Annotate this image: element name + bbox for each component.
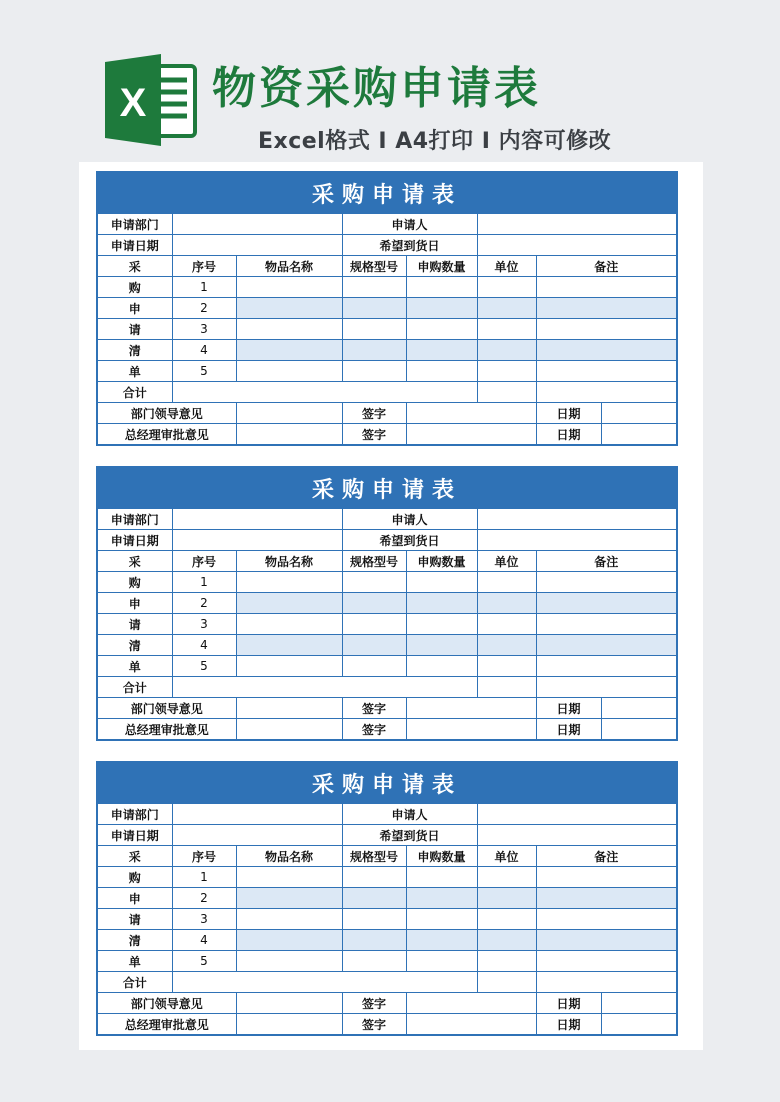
date-short-label: 日期 [536, 993, 601, 1014]
spec-cell[interactable] [342, 361, 406, 382]
item-name-cell[interactable] [236, 593, 342, 614]
item-name-cell[interactable] [236, 909, 342, 930]
vertical-char: 购 [97, 572, 172, 593]
row-number: 4 [172, 635, 236, 656]
remark-cell[interactable] [536, 277, 677, 298]
quantity-cell[interactable] [406, 867, 477, 888]
vertical-char: 采 [97, 256, 172, 277]
row-number: 1 [172, 277, 236, 298]
date-value[interactable] [172, 235, 342, 256]
expected-date-label: 希望到货日 [342, 825, 477, 846]
dept-label: 申请部门 [97, 214, 172, 235]
remark-cell[interactable] [536, 593, 677, 614]
row-number: 5 [172, 361, 236, 382]
column-header: 序号 [172, 256, 236, 277]
date-label: 申请日期 [97, 825, 172, 846]
column-header: 单位 [477, 551, 536, 572]
column-header: 序号 [172, 551, 236, 572]
sign-value[interactable] [406, 698, 536, 719]
total-unit-cell[interactable] [477, 972, 536, 993]
page-title: 物资采购申请表 [212, 63, 541, 114]
form-table [96, 761, 678, 1036]
column-header: 备注 [536, 846, 677, 867]
date-short-label: 日期 [536, 1014, 601, 1036]
total-unit-cell[interactable] [477, 382, 536, 403]
sign-label: 签字 [342, 719, 406, 741]
spec-cell[interactable] [342, 909, 406, 930]
unit-cell[interactable] [477, 867, 536, 888]
total-label: 合计 [97, 677, 172, 698]
column-header: 物品名称 [236, 846, 342, 867]
quantity-cell[interactable] [406, 277, 477, 298]
total-cell[interactable] [172, 382, 477, 403]
quantity-cell[interactable] [406, 888, 477, 909]
remark-cell[interactable] [536, 951, 677, 972]
total-label: 合计 [97, 972, 172, 993]
row-number: 3 [172, 614, 236, 635]
purchase-form-2 [96, 466, 678, 741]
vertical-char: 清 [97, 340, 172, 361]
applicant-value[interactable] [477, 804, 677, 825]
dept-value[interactable] [172, 804, 342, 825]
quantity-cell[interactable] [406, 319, 477, 340]
page-subtitle: Excel格式 I A4打印 I 内容可修改 [258, 129, 612, 154]
unit-cell[interactable] [477, 656, 536, 677]
remark-cell[interactable] [536, 340, 677, 361]
gm-opinion[interactable] [236, 1014, 342, 1036]
item-name-cell[interactable] [236, 656, 342, 677]
gm-label: 总经理审批意见 [97, 719, 236, 741]
dept-label: 申请部门 [97, 804, 172, 825]
spec-cell[interactable] [342, 593, 406, 614]
date-value[interactable] [172, 825, 342, 846]
quantity-cell[interactable] [406, 614, 477, 635]
sign-label: 签字 [342, 993, 406, 1014]
form-title: 采购申请表 [97, 762, 677, 804]
vertical-char: 请 [97, 909, 172, 930]
gm-opinion[interactable] [236, 719, 342, 741]
date-value[interactable] [172, 530, 342, 551]
sign-label: 签字 [342, 1014, 406, 1036]
item-name-cell[interactable] [236, 614, 342, 635]
row-number: 4 [172, 930, 236, 951]
purchase-form-1 [96, 171, 678, 446]
total-unit-cell[interactable] [477, 677, 536, 698]
column-header: 物品名称 [236, 256, 342, 277]
applicant-label: 申请人 [342, 214, 477, 235]
unit-cell[interactable] [477, 361, 536, 382]
unit-cell[interactable] [477, 572, 536, 593]
sign-value[interactable] [406, 1014, 536, 1036]
remark-cell[interactable] [536, 361, 677, 382]
vertical-char: 申 [97, 888, 172, 909]
quantity-cell[interactable] [406, 361, 477, 382]
date-short-label: 日期 [536, 424, 601, 446]
date-short-label: 日期 [536, 403, 601, 424]
date-short-value[interactable] [601, 403, 677, 424]
form-table [96, 466, 678, 741]
row-number: 2 [172, 298, 236, 319]
spec-cell[interactable] [342, 614, 406, 635]
remark-cell[interactable] [536, 319, 677, 340]
date-short-value[interactable] [601, 698, 677, 719]
spec-cell[interactable] [342, 572, 406, 593]
applicant-value[interactable] [477, 214, 677, 235]
expected-date-value[interactable] [477, 825, 677, 846]
applicant-label: 申请人 [342, 804, 477, 825]
sign-label: 签字 [342, 403, 406, 424]
remark-cell[interactable] [536, 867, 677, 888]
form-title: 采购申请表 [97, 467, 677, 509]
form-table [96, 171, 678, 446]
spec-cell[interactable] [342, 656, 406, 677]
column-header: 序号 [172, 846, 236, 867]
item-name-cell[interactable] [236, 361, 342, 382]
dept-leader-opinion[interactable] [236, 403, 342, 424]
spec-cell[interactable] [342, 635, 406, 656]
column-header: 备注 [536, 256, 677, 277]
remark-cell[interactable] [536, 930, 677, 951]
dept-leader-label: 部门领导意见 [97, 403, 236, 424]
row-number: 5 [172, 951, 236, 972]
column-header: 物品名称 [236, 551, 342, 572]
item-name-cell[interactable] [236, 277, 342, 298]
quantity-cell[interactable] [406, 930, 477, 951]
dept-label: 申请部门 [97, 509, 172, 530]
row-number: 2 [172, 888, 236, 909]
remark-cell[interactable] [536, 298, 677, 319]
sign-value[interactable] [406, 993, 536, 1014]
spec-cell[interactable] [342, 277, 406, 298]
dept-value[interactable] [172, 214, 342, 235]
expected-date-label: 希望到货日 [342, 530, 477, 551]
page-header [0, 0, 780, 160]
spec-cell[interactable] [342, 930, 406, 951]
row-number: 3 [172, 909, 236, 930]
dept-leader-label: 部门领导意见 [97, 698, 236, 719]
row-number: 5 [172, 656, 236, 677]
excel-logo-icon [103, 52, 199, 148]
column-header: 备注 [536, 551, 677, 572]
quantity-cell[interactable] [406, 593, 477, 614]
quantity-cell[interactable] [406, 909, 477, 930]
date-short-value[interactable] [601, 719, 677, 741]
spec-cell[interactable] [342, 298, 406, 319]
quantity-cell[interactable] [406, 635, 477, 656]
vertical-char: 采 [97, 846, 172, 867]
total-remark-cell[interactable] [536, 382, 677, 403]
spec-cell[interactable] [342, 340, 406, 361]
total-cell[interactable] [172, 972, 477, 993]
vertical-char: 申 [97, 298, 172, 319]
column-header: 规格型号 [342, 551, 406, 572]
gm-label: 总经理审批意见 [97, 1014, 236, 1036]
gm-opinion[interactable] [236, 424, 342, 446]
sign-value[interactable] [406, 719, 536, 741]
column-header: 规格型号 [342, 846, 406, 867]
date-short-label: 日期 [536, 698, 601, 719]
sign-value[interactable] [406, 424, 536, 446]
remark-cell[interactable] [536, 888, 677, 909]
row-number: 1 [172, 867, 236, 888]
vertical-char: 清 [97, 635, 172, 656]
dept-leader-label: 部门领导意见 [97, 993, 236, 1014]
column-header: 单位 [477, 846, 536, 867]
sign-label: 签字 [342, 424, 406, 446]
unit-cell[interactable] [477, 593, 536, 614]
dept-value[interactable] [172, 509, 342, 530]
expected-date-value[interactable] [477, 530, 677, 551]
dept-leader-opinion[interactable] [236, 993, 342, 1014]
excel-logo-letter: X [119, 81, 147, 125]
unit-cell[interactable] [477, 298, 536, 319]
total-cell[interactable] [172, 677, 477, 698]
spec-cell[interactable] [342, 888, 406, 909]
sign-label: 签字 [342, 698, 406, 719]
total-remark-cell[interactable] [536, 972, 677, 993]
date-label: 申请日期 [97, 530, 172, 551]
dept-leader-opinion[interactable] [236, 698, 342, 719]
column-header: 申购数量 [406, 846, 477, 867]
total-remark-cell[interactable] [536, 677, 677, 698]
spec-cell[interactable] [342, 319, 406, 340]
column-header: 申购数量 [406, 551, 477, 572]
column-header: 单位 [477, 256, 536, 277]
quantity-cell[interactable] [406, 656, 477, 677]
quantity-cell[interactable] [406, 298, 477, 319]
unit-cell[interactable] [477, 340, 536, 361]
date-short-value[interactable] [601, 993, 677, 1014]
expected-date-label: 希望到货日 [342, 235, 477, 256]
applicant-label: 申请人 [342, 509, 477, 530]
date-short-label: 日期 [536, 719, 601, 741]
vertical-char: 请 [97, 319, 172, 340]
vertical-char: 请 [97, 614, 172, 635]
total-label: 合计 [97, 382, 172, 403]
sign-value[interactable] [406, 403, 536, 424]
gm-label: 总经理审批意见 [97, 424, 236, 446]
vertical-char: 购 [97, 277, 172, 298]
item-name-cell[interactable] [236, 930, 342, 951]
unit-cell[interactable] [477, 635, 536, 656]
row-number: 3 [172, 319, 236, 340]
item-name-cell[interactable] [236, 319, 342, 340]
item-name-cell[interactable] [236, 340, 342, 361]
vertical-char: 单 [97, 951, 172, 972]
remark-cell[interactable] [536, 909, 677, 930]
item-name-cell[interactable] [236, 951, 342, 972]
vertical-char: 购 [97, 867, 172, 888]
column-header: 规格型号 [342, 256, 406, 277]
row-number: 1 [172, 572, 236, 593]
remark-cell[interactable] [536, 614, 677, 635]
date-short-value[interactable] [601, 424, 677, 446]
unit-cell[interactable] [477, 319, 536, 340]
remark-cell[interactable] [536, 656, 677, 677]
item-name-cell[interactable] [236, 888, 342, 909]
applicant-value[interactable] [477, 509, 677, 530]
purchase-form-3 [96, 761, 678, 1036]
unit-cell[interactable] [477, 888, 536, 909]
unit-cell[interactable] [477, 930, 536, 951]
quantity-cell[interactable] [406, 572, 477, 593]
quantity-cell[interactable] [406, 951, 477, 972]
spec-cell[interactable] [342, 951, 406, 972]
unit-cell[interactable] [477, 614, 536, 635]
unit-cell[interactable] [477, 277, 536, 298]
vertical-char: 单 [97, 361, 172, 382]
row-number: 4 [172, 340, 236, 361]
unit-cell[interactable] [477, 951, 536, 972]
item-name-cell[interactable] [236, 635, 342, 656]
item-name-cell[interactable] [236, 867, 342, 888]
spec-cell[interactable] [342, 867, 406, 888]
item-name-cell[interactable] [236, 572, 342, 593]
vertical-char: 申 [97, 593, 172, 614]
remark-cell[interactable] [536, 572, 677, 593]
date-short-value[interactable] [601, 1014, 677, 1036]
vertical-char: 清 [97, 930, 172, 951]
column-header: 申购数量 [406, 256, 477, 277]
expected-date-value[interactable] [477, 235, 677, 256]
vertical-char: 单 [97, 656, 172, 677]
remark-cell[interactable] [536, 635, 677, 656]
row-number: 2 [172, 593, 236, 614]
item-name-cell[interactable] [236, 298, 342, 319]
unit-cell[interactable] [477, 909, 536, 930]
vertical-char: 采 [97, 551, 172, 572]
form-title: 采购申请表 [97, 172, 677, 214]
date-label: 申请日期 [97, 235, 172, 256]
quantity-cell[interactable] [406, 340, 477, 361]
